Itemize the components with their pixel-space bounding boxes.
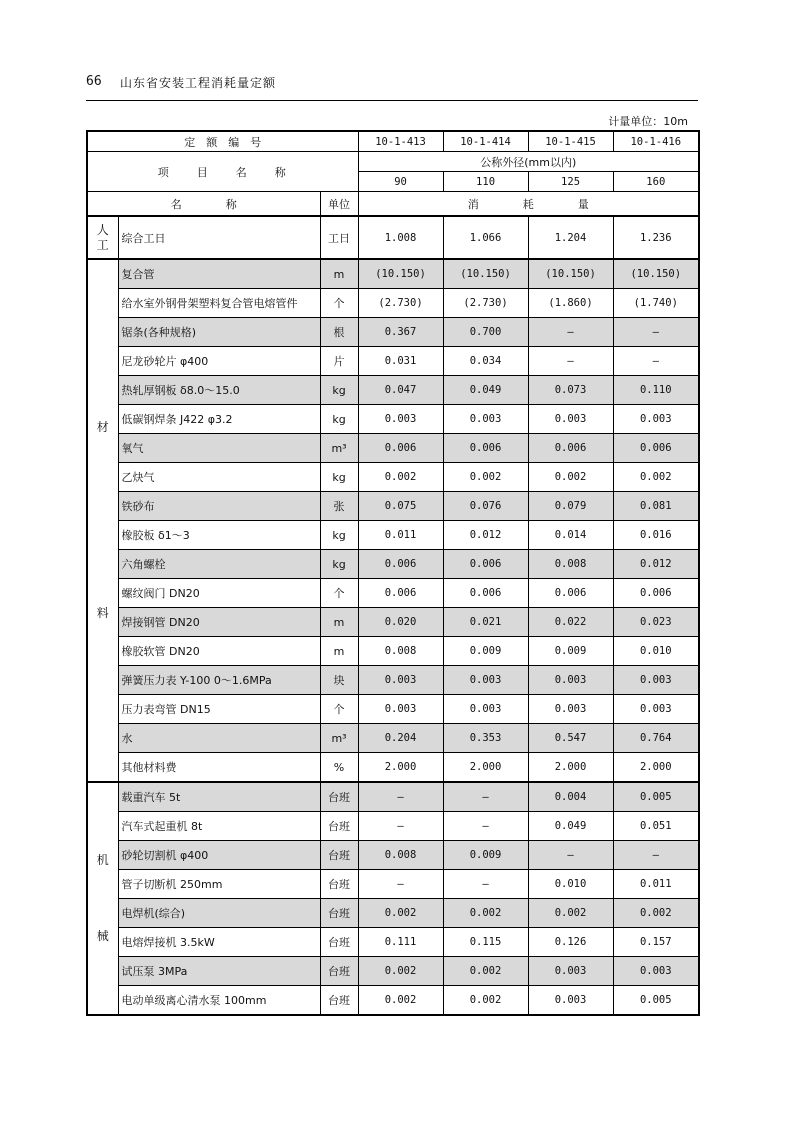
item-value: 1.236 (613, 216, 699, 259)
table-row (87, 463, 699, 492)
item-value: 0.014 (528, 521, 613, 550)
item-name: 复合管 (118, 259, 320, 289)
item-value: (1.860) (528, 289, 613, 318)
page-number: 66 (86, 74, 102, 89)
category-char: 械 (96, 928, 109, 943)
item-name: 水 (118, 724, 320, 753)
item-name: 砂轮切割机 φ400 (118, 841, 320, 870)
item-value: 0.009 (443, 637, 528, 666)
item-value: 0.002 (358, 986, 443, 1016)
consumption-header: 消 耗 量 (358, 192, 699, 217)
item-value: — (528, 318, 613, 347)
item-value: — (358, 782, 443, 812)
item-value: 0.003 (528, 405, 613, 434)
item-value: 0.002 (528, 463, 613, 492)
item-name: 压力表弯管 DN15 (118, 695, 320, 724)
item-value: 2.000 (528, 753, 613, 783)
column-header-row (87, 192, 699, 217)
item-value: 1.008 (358, 216, 443, 259)
item-value: 0.003 (613, 957, 699, 986)
item-value: 0.157 (613, 928, 699, 957)
item-value: (10.150) (528, 259, 613, 289)
item-unit: 台班 (320, 928, 358, 957)
quota-code: 10-1-415 (528, 131, 613, 152)
item-value: 0.547 (528, 724, 613, 753)
table-row (87, 899, 699, 928)
item-value: 0.003 (613, 666, 699, 695)
diameter-value: 125 (528, 172, 613, 192)
item-name: 载重汽车 5t (118, 782, 320, 812)
table-row (87, 405, 699, 434)
item-value: 0.003 (358, 666, 443, 695)
item-value: 0.047 (358, 376, 443, 405)
quota-code: 10-1-414 (443, 131, 528, 152)
item-name: 给水室外钢骨架塑料复合管电熔管件 (118, 289, 320, 318)
item-value: (10.150) (358, 259, 443, 289)
table-row (87, 347, 699, 376)
item-value: 0.002 (443, 957, 528, 986)
item-unit: % (320, 753, 358, 783)
table-row (87, 550, 699, 579)
table-row (87, 289, 699, 318)
item-unit: kg (320, 521, 358, 550)
item-name: 焊接钢管 DN20 (118, 608, 320, 637)
book-title: 山东省安装工程消耗量定额 (120, 76, 277, 90)
item-value: 0.073 (528, 376, 613, 405)
unit-column-header: 单位 (320, 192, 358, 217)
item-value: — (443, 812, 528, 841)
item-value: 0.034 (443, 347, 528, 376)
item-value: 0.051 (613, 812, 699, 841)
item-value: 0.031 (358, 347, 443, 376)
item-value: — (528, 841, 613, 870)
table-row (87, 608, 699, 637)
item-value: 0.079 (528, 492, 613, 521)
item-unit: 根 (320, 318, 358, 347)
item-name: 电熔焊接机 3.5kW (118, 928, 320, 957)
item-value: 0.006 (528, 434, 613, 463)
item-name: 铁砂布 (118, 492, 320, 521)
category-char: 人 (96, 222, 109, 237)
item-value: — (528, 347, 613, 376)
item-name: 电焊机(综合) (118, 899, 320, 928)
item-name: 管子切断机 250mm (118, 870, 320, 899)
item-value: 0.020 (358, 608, 443, 637)
item-value: — (358, 812, 443, 841)
item-name: 弹簧压力表 Y-100 0～1.6MPa (118, 666, 320, 695)
quota-no-label: 定 额 编 号 (87, 131, 358, 152)
item-name-label: 项 目 名 称 (87, 152, 358, 192)
item-value: 0.002 (443, 899, 528, 928)
category-char: 材 (96, 419, 109, 434)
item-unit: kg (320, 550, 358, 579)
table-row (87, 957, 699, 986)
item-value: 0.002 (443, 986, 528, 1016)
item-value: 0.016 (613, 521, 699, 550)
diameter-label: 公称外径(mm以内) (358, 152, 699, 172)
item-name: 六角螺栓 (118, 550, 320, 579)
item-value: 0.075 (358, 492, 443, 521)
item-value: (10.150) (443, 259, 528, 289)
item-value: (2.730) (358, 289, 443, 318)
item-value: 0.003 (443, 666, 528, 695)
table-row (87, 841, 699, 870)
item-value: 0.111 (358, 928, 443, 957)
item-value: 0.110 (613, 376, 699, 405)
item-name: 乙炔气 (118, 463, 320, 492)
item-value: 0.012 (613, 550, 699, 579)
item-value: 0.010 (528, 870, 613, 899)
table-row (87, 216, 699, 259)
table-row (87, 521, 699, 550)
item-value: 0.003 (528, 666, 613, 695)
quota-table (86, 130, 700, 1016)
item-name: 试压泵 3MPa (118, 957, 320, 986)
item-value: 0.049 (443, 376, 528, 405)
item-value: 1.204 (528, 216, 613, 259)
table-row (87, 724, 699, 753)
page-header (86, 74, 698, 100)
table-row (87, 434, 699, 463)
item-value: (10.150) (613, 259, 699, 289)
item-value: 0.002 (528, 899, 613, 928)
item-value: 0.002 (358, 463, 443, 492)
table-row (87, 928, 699, 957)
item-value: 0.204 (358, 724, 443, 753)
item-value: 0.049 (528, 812, 613, 841)
item-value: 0.003 (613, 405, 699, 434)
header-rule (86, 100, 698, 101)
item-unit: m (320, 608, 358, 637)
item-unit: 块 (320, 666, 358, 695)
item-name: 综合工日 (118, 216, 320, 259)
item-unit: 台班 (320, 957, 358, 986)
item-value: 0.004 (528, 782, 613, 812)
item-value: 0.006 (443, 550, 528, 579)
quota-code: 10-1-416 (613, 131, 699, 152)
item-value: — (613, 318, 699, 347)
item-value: (1.740) (613, 289, 699, 318)
item-value: 0.002 (358, 899, 443, 928)
item-value: 0.023 (613, 608, 699, 637)
item-value: 0.006 (613, 434, 699, 463)
item-unit: 片 (320, 347, 358, 376)
table-row (87, 376, 699, 405)
unit-note: 计量单位：10m (608, 115, 688, 128)
item-value: 0.353 (443, 724, 528, 753)
item-unit: 台班 (320, 841, 358, 870)
item-value: — (613, 841, 699, 870)
item-value: 0.003 (358, 405, 443, 434)
item-value: 0.009 (443, 841, 528, 870)
item-value: — (443, 870, 528, 899)
item-value: 0.022 (528, 608, 613, 637)
quota-code-row (87, 131, 699, 152)
item-name: 尼龙砂轮片 φ400 (118, 347, 320, 376)
item-value: 0.009 (528, 637, 613, 666)
item-unit: 工日 (320, 216, 358, 259)
item-unit: m (320, 637, 358, 666)
item-value: 0.002 (358, 957, 443, 986)
item-name: 电动单级离心清水泵 100mm (118, 986, 320, 1016)
item-unit: 台班 (320, 782, 358, 812)
item-value: 0.003 (528, 695, 613, 724)
diameter-label-row (87, 152, 699, 172)
item-value: 0.011 (613, 870, 699, 899)
item-unit: m (320, 259, 358, 289)
item-value: 0.002 (443, 463, 528, 492)
item-name: 其他材料费 (118, 753, 320, 783)
item-value: 2.000 (358, 753, 443, 783)
item-value: 0.011 (358, 521, 443, 550)
item-value: 0.003 (443, 695, 528, 724)
table-row (87, 812, 699, 841)
item-value: 0.005 (613, 986, 699, 1016)
item-value: 0.006 (358, 579, 443, 608)
item-value: 0.006 (528, 579, 613, 608)
item-value: 0.010 (613, 637, 699, 666)
item-unit: kg (320, 463, 358, 492)
item-unit: m³ (320, 434, 358, 463)
item-value: 0.006 (443, 579, 528, 608)
item-unit: 台班 (320, 986, 358, 1016)
table-row (87, 666, 699, 695)
item-unit: 台班 (320, 899, 358, 928)
table-row (87, 870, 699, 899)
table-row (87, 753, 699, 783)
item-value: 0.700 (443, 318, 528, 347)
item-value: 0.003 (528, 957, 613, 986)
item-value: 0.008 (358, 841, 443, 870)
item-unit: 个 (320, 695, 358, 724)
table-row (87, 695, 699, 724)
table-row (87, 782, 699, 812)
item-unit: 个 (320, 579, 358, 608)
table-row (87, 637, 699, 666)
item-name: 橡胶软管 DN20 (118, 637, 320, 666)
name-column-header: 名 称 (87, 192, 320, 217)
item-value: 0.003 (443, 405, 528, 434)
category-char: 机 (96, 852, 109, 867)
item-value: — (358, 870, 443, 899)
item-value: 0.764 (613, 724, 699, 753)
item-unit: 张 (320, 492, 358, 521)
item-value: 0.081 (613, 492, 699, 521)
item-value: 0.005 (613, 782, 699, 812)
item-value: (2.730) (443, 289, 528, 318)
diameter-value: 110 (443, 172, 528, 192)
quota-code: 10-1-413 (358, 131, 443, 152)
item-unit: m³ (320, 724, 358, 753)
item-value: 0.021 (443, 608, 528, 637)
item-value: 0.012 (443, 521, 528, 550)
item-value: 2.000 (613, 753, 699, 783)
item-name: 汽车式起重机 8t (118, 812, 320, 841)
item-value: 0.008 (358, 637, 443, 666)
item-value: — (613, 347, 699, 376)
item-name: 锯条(各种规格) (118, 318, 320, 347)
item-unit: kg (320, 376, 358, 405)
diameter-value: 160 (613, 172, 699, 192)
table-row (87, 259, 699, 289)
item-value: 0.003 (358, 695, 443, 724)
item-name: 低碳钢焊条 J422 φ3.2 (118, 405, 320, 434)
item-value: 0.008 (528, 550, 613, 579)
item-value: 0.076 (443, 492, 528, 521)
item-value: 0.115 (443, 928, 528, 957)
category-char: 料 (96, 605, 109, 620)
item-value: 0.002 (613, 463, 699, 492)
table-row (87, 318, 699, 347)
item-name: 热轧厚钢板 δ8.0～15.0 (118, 376, 320, 405)
item-unit: 台班 (320, 812, 358, 841)
item-value: 0.006 (358, 434, 443, 463)
category-char: 工 (96, 237, 109, 252)
item-value: 0.006 (613, 579, 699, 608)
item-value: 0.002 (613, 899, 699, 928)
item-value: 0.126 (528, 928, 613, 957)
item-value: 0.006 (358, 550, 443, 579)
diameter-value: 90 (358, 172, 443, 192)
table-row (87, 492, 699, 521)
item-name: 橡胶板 δ1～3 (118, 521, 320, 550)
item-unit: 个 (320, 289, 358, 318)
item-unit: 台班 (320, 870, 358, 899)
item-value: 0.003 (613, 695, 699, 724)
machinery-category-cell (87, 782, 118, 1015)
item-value: — (443, 782, 528, 812)
item-value: 0.003 (528, 986, 613, 1016)
labor-category-cell (87, 216, 118, 259)
item-value: 2.000 (443, 753, 528, 783)
item-name: 氧气 (118, 434, 320, 463)
item-name: 螺纹阀门 DN20 (118, 579, 320, 608)
item-unit: kg (320, 405, 358, 434)
item-value: 0.006 (443, 434, 528, 463)
materials-category-cell (87, 259, 118, 782)
table-row (87, 986, 699, 1016)
table-row (87, 579, 699, 608)
item-value: 0.367 (358, 318, 443, 347)
item-value: 1.066 (443, 216, 528, 259)
